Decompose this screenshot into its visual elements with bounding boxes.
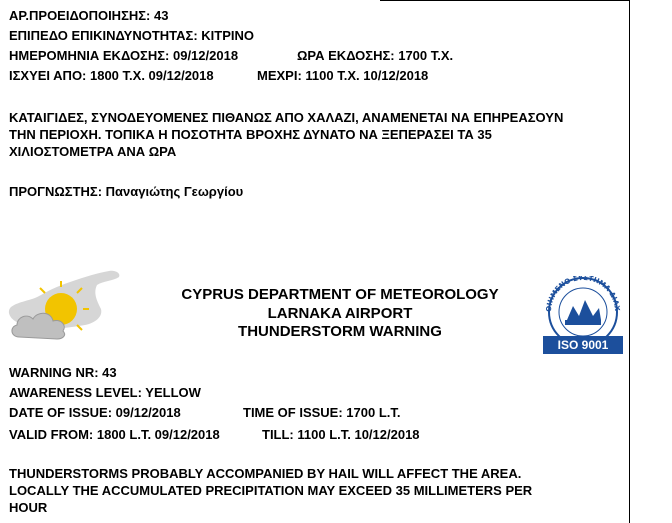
warning-text-line: THUNDERSTORMS PROBABLY ACCOMPANIED BY HAIL WILL AFFECT THE AREA.	[9, 466, 522, 481]
greek-warning-text-line: ΧΙΛΙΟΣΤΟΜΕΤΡΑ ΑΝΑ ΩΡΑ	[9, 144, 177, 159]
greek-valid-from: ΙΣΧΥΕΙ ΑΠΟ: 1800 Τ.Χ. 09/12/2018	[9, 68, 214, 83]
department-title: CYPRUS DEPARTMENT OF METEOROLOGY	[181, 286, 499, 303]
greek-warning-text	[9, 109, 629, 160]
valid-from: VALID FROM: 1800 L.T. 09/12/2018	[9, 427, 220, 442]
greek-warning-text-line: ΚΑΤΑΙΓΙΔΕΣ, ΣΥΝΟΔΕΥΟΜΕΝΕΣ ΠΙΘΑΝΩΣ ΑΠΟ ΧΑΛΑΖΙ, ΑΝΑΜΕΝΕΤΑΙ ΝΑ ΕΠΗΡΕΑΣΟΥΝ	[9, 110, 564, 125]
warning-number: WARNING NR: 43	[9, 365, 117, 380]
greek-warning-number: ΑΡ.ΠΡΟΕΙΔΟΠΟΙΗΣΗΣ: 43	[9, 8, 169, 23]
iso-certification-icon	[537, 276, 629, 360]
iso-ring-text: ΟΙΗΜΕΝΟ ΣΥΣΤΗΜΑ ΔΙΑΧ	[544, 276, 622, 313]
warning-text-line: HOUR	[9, 500, 48, 515]
cyprus-map-weather-icon	[5, 265, 125, 345]
issue-date: DATE OF ISSUE: 09/12/2018	[9, 405, 181, 420]
warning-text	[9, 465, 629, 516]
greek-valid-until: ΜΕΧΡΙ: 1100 Τ.Χ. 10/12/2018	[257, 68, 429, 83]
awareness-level: AWARENESS LEVEL: YELLOW	[9, 385, 201, 400]
valid-until: TILL: 1100 L.T. 10/12/2018	[262, 427, 420, 442]
greek-forecaster: ΠΡΟΓΝΩΣΤΗΣ: Παναγιώτης Γεωργίου	[9, 184, 244, 199]
greek-issue-time: ΩΡΑ ΕΚΔΟΣΗΣ: 1700 Τ.Χ.	[297, 48, 454, 63]
station-name: LARNAKA AIRPORT	[267, 305, 413, 322]
greek-awareness-level: ΕΠΙΠΕΔΟ ΕΠΙΚΙΝΔΥΝΟΤΗΤΑΣ: ΚΙΤΡΙΝΟ	[9, 28, 255, 43]
frame-top-border	[380, 0, 630, 1]
warning-title: THUNDERSTORM WARNING	[238, 323, 442, 340]
greek-warning-text-line: ΤΗΝ ΠΕΡΙΟΧΗ. ΤΟΠΙΚΑ Η ΠΟΣΟΤΗΤΑ ΒΡΟΧΗΣ ΔΥΝΑΤΟ ΝΑ ΞΕΠΕΡΑΣΕΙ ΤΑ 35	[9, 127, 492, 142]
frame-right-border	[629, 0, 630, 523]
warning-text-line: LOCALLY THE ACCUMULATED PRECIPITATION MAY EXCEED 35 MILLIMETERS PER	[9, 483, 533, 498]
iso-label: ISO 9001	[557, 338, 609, 352]
greek-issue-date: ΗΜΕΡΟΜΗΝΙΑ ΕΚΔΟΣΗΣ: 09/12/2018	[9, 48, 239, 63]
issue-time: TIME OF ISSUE: 1700 L.T.	[243, 405, 401, 420]
